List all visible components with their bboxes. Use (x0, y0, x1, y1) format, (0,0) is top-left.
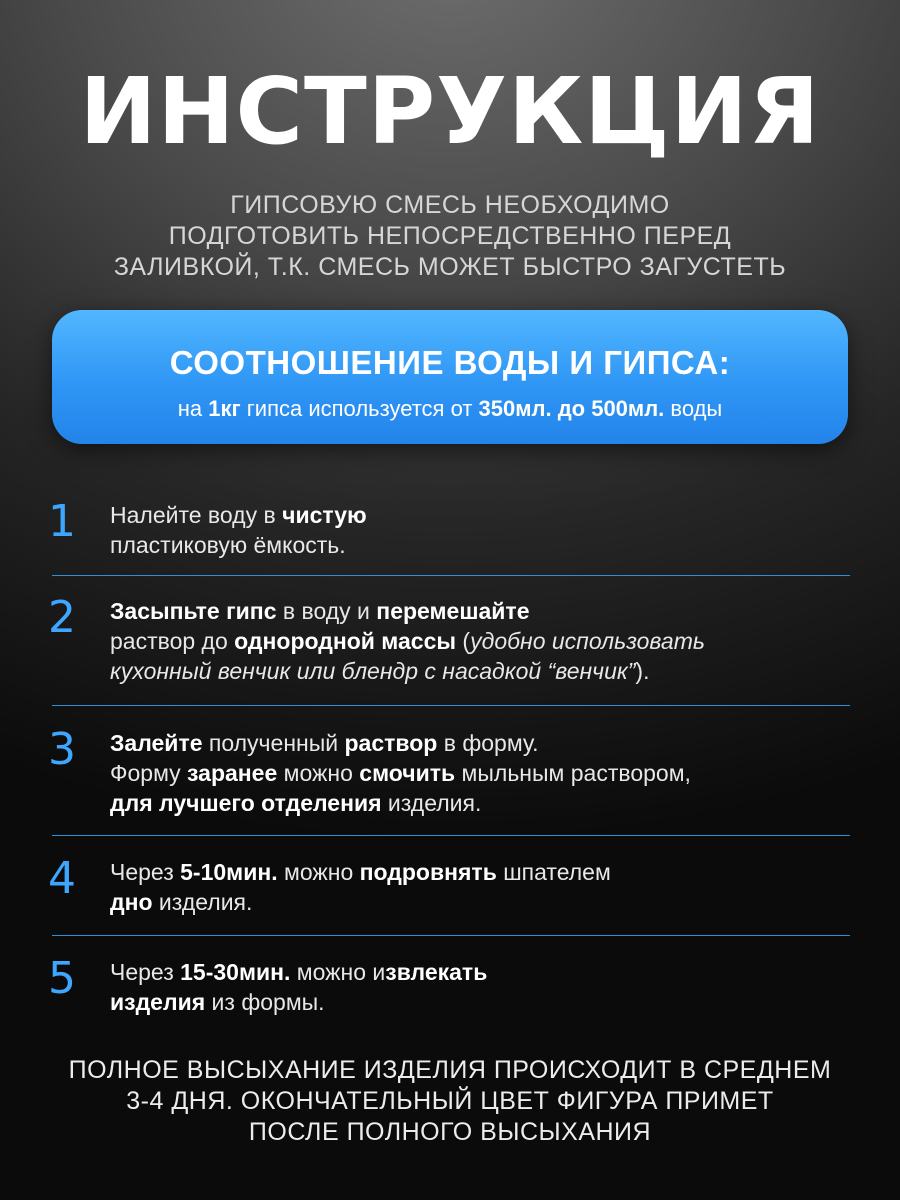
step-text-part: можно (277, 760, 360, 786)
step-number: 3 (48, 724, 76, 775)
page-title: ИНСТРУКЦИЯ (79, 58, 821, 165)
step-text-bold: заранее (187, 760, 278, 786)
step-text (110, 728, 852, 818)
step-text-part: в форму. (437, 730, 539, 756)
step-text (110, 500, 852, 560)
step-text-bold: дно (110, 889, 153, 915)
ratio-water-range: 350мл. до 500мл. (478, 396, 665, 421)
step-text-bold: подровнять (359, 859, 497, 885)
step-number: 2 (48, 592, 76, 643)
step-text-bold: однородной массы (234, 628, 457, 654)
step-text-part: Через (110, 859, 181, 885)
step-text-bold: раствор (344, 730, 438, 756)
intro-text (0, 190, 900, 283)
step-text (110, 596, 852, 686)
step-text-bold: перемешайте (376, 598, 530, 624)
step-text-bold: звлекать (385, 959, 488, 985)
step-text-part: пластиковую ёмкость. (110, 532, 346, 558)
intro-line: ЗАЛИВКОЙ, Т.К. СМЕСЬ МОЖЕТ БЫСТРО ЗАГУСТЕТЬ (113, 253, 787, 281)
step-text-part: Через (110, 959, 181, 985)
footer-line: ПОСЛЕ ПОЛНОГО ВЫСЫХАНИЯ (248, 1118, 652, 1146)
divider (52, 835, 850, 836)
step-text-part: раствор до (110, 628, 235, 654)
step-text-part: изделия. (381, 790, 482, 816)
step-text-bold: Залейте (110, 730, 203, 756)
step-number: 1 (48, 496, 76, 547)
step-text-part: полученный (202, 730, 345, 756)
step-text-italic: удобно использовать (470, 628, 705, 654)
step-number: 5 (48, 953, 76, 1004)
step-text-part: Налейте воду в (110, 502, 283, 528)
step-text-part: мыльным раствором, (455, 760, 691, 786)
step-text-part: из формы. (205, 989, 325, 1015)
ratio-text: воды (664, 396, 723, 421)
step-text-part: можно (277, 859, 360, 885)
step-text-part: ( (456, 628, 471, 654)
step-text-bold: чистую (282, 502, 367, 528)
footer-note (0, 1055, 900, 1148)
intro-line: ПОДГОТОВИТЬ НЕПОСРЕДСТВЕННО ПЕРЕД (168, 222, 732, 250)
ratio-banner-subtitle (52, 396, 848, 422)
divider (52, 705, 850, 706)
step-text-part: ). (635, 658, 650, 684)
step-text-part: в воду и (276, 598, 377, 624)
ratio-text: гипса используется от (240, 396, 479, 421)
step-text-bold: смочить (359, 760, 456, 786)
step-text-bold: Засыпьте гипс (110, 598, 277, 624)
ratio-banner-title: СООТНОШЕНИЕ ВОДЫ И ГИПСА: (169, 344, 731, 381)
step-text-bold: 5-10мин. (180, 859, 278, 885)
step-text-bold: для лучшего отделения (110, 790, 382, 816)
step-text-part: Форму (110, 760, 188, 786)
step-text-bold: изделия (110, 989, 206, 1015)
step-text-part: изделия. (152, 889, 253, 915)
divider (52, 575, 850, 576)
footer-line: 3-4 ДНЯ. ОКОНЧАТЕЛЬНЫЙ ЦВЕТ ФИГУРА ПРИМЕТ (126, 1087, 774, 1115)
intro-line: ГИПСОВУЮ СМЕСЬ НЕОБХОДИМО (230, 191, 670, 219)
step-text-bold: 15-30мин. (180, 959, 291, 985)
divider (52, 935, 850, 936)
ratio-banner (52, 310, 848, 444)
step-text (110, 857, 852, 917)
step-text (110, 957, 852, 1017)
ratio-text: на (177, 396, 209, 421)
step-text-part: можно и (290, 959, 386, 985)
footer-line: ПОЛНОЕ ВЫСЫХАНИЕ ИЗДЕЛИЯ ПРОИСХОДИТ В СРЕДНЕМ (68, 1056, 832, 1084)
step-text-italic: кухонный венчик или блендр с насадкой “венчик” (110, 658, 636, 684)
step-number: 4 (48, 853, 76, 904)
ratio-gypsum-amount: 1кг (208, 396, 241, 421)
step-text-part: шпателем (496, 859, 611, 885)
